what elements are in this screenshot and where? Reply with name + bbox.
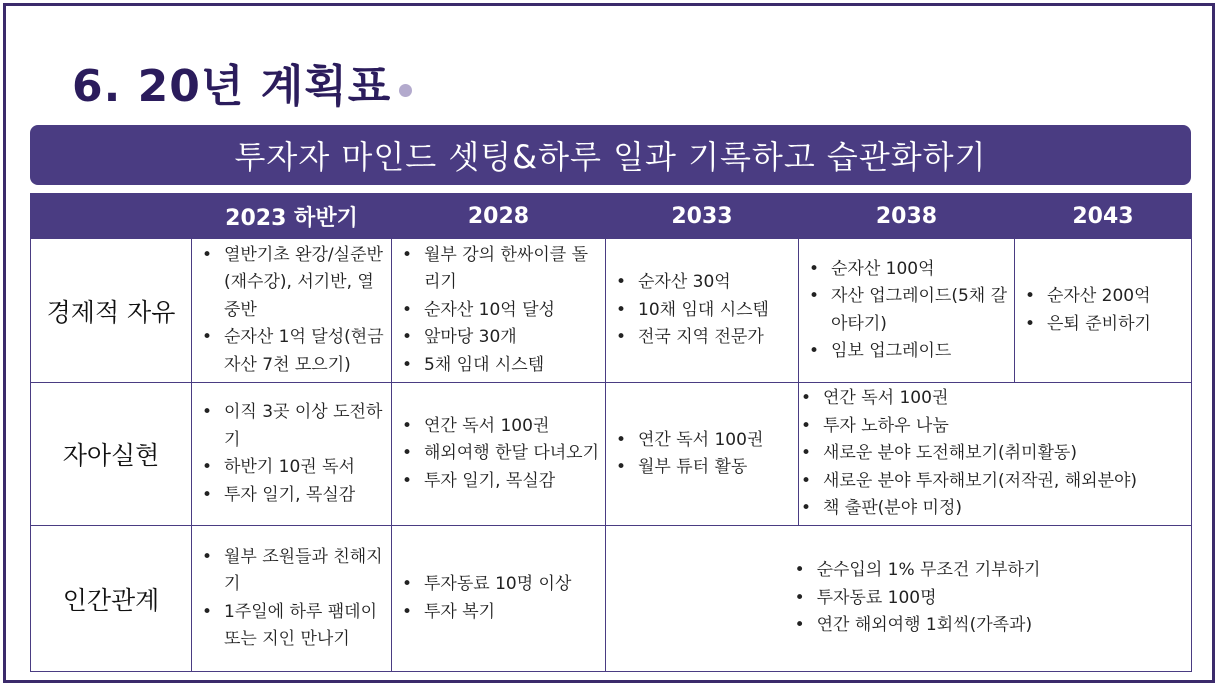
bullet-list [803,385,1187,523]
bullet-list [1019,283,1187,338]
bullet-list [396,413,601,496]
list-item: • 열반기초 완강/실준반(재수강), 서기반, 열중반 [224,242,387,325]
cell-2033 [606,383,799,526]
list-item: • 순자산 30억 [638,269,794,297]
table-row [31,383,1192,526]
page-title: 6. 20년 계획표 [72,61,392,112]
list-item: • 5채 임대 시스템 [424,352,601,380]
list-item: • 임보 업그레이드 [831,338,1010,366]
list-item: • 1주일에 하루 팸데이 또는 지인 만나기 [224,599,387,654]
bullet-list [196,544,387,654]
row-label: 경제적 자유 [31,239,192,383]
list-item: • 연간 독서 100권 [638,427,794,455]
list-item: • 월부 강의 한싸이클 돌리기 [424,242,601,297]
header-empty [31,194,192,239]
cell-2023 [192,526,392,672]
cell-2028 [392,526,606,672]
header-2028: 2028 [392,194,606,239]
plan-table [30,193,1192,672]
bullet-list [196,242,387,380]
list-item: • 순자산 200억 [1047,283,1187,311]
cell-2023 [192,239,392,383]
list-item: • 은퇴 준비하기 [1047,311,1187,339]
header-2033: 2033 [606,194,799,239]
list-item: • 10채 임대 시스템 [638,297,794,325]
bullet-list [757,557,1041,640]
list-item: • 새로운 분야 도전해보기(취미활동) [823,440,1187,468]
cell-2038-2043 [799,383,1192,526]
list-item: • 하반기 10권 독서 [224,454,387,482]
list-item: • 순자산 1억 달성(현금자산 7천 모으기) [224,324,387,379]
cell-2038 [799,239,1015,383]
bullet-list [803,256,1010,366]
header-2023: 2023 하반기 [192,194,392,239]
table-row [31,526,1192,672]
list-item: • 연간 해외여행 1회씩(가족과) [817,612,1041,640]
list-item: • 투자동료 10명 이상 [424,571,601,599]
header-row [31,194,1192,239]
bullet-list [396,242,601,380]
cell-2043 [1015,239,1192,383]
list-item: • 순자산 10억 달성 [424,297,601,325]
list-item: • 앞마당 30개 [424,324,601,352]
cell-2028 [392,383,606,526]
list-item: • 전국 지역 전문가 [638,324,794,352]
list-item: • 월부 조원들과 친해지기 [224,544,387,599]
cell-2023 [192,383,392,526]
bullet-list [396,571,601,626]
list-item: • 새로운 분야 투자해보기(저작권, 해외분야) [823,468,1187,496]
list-item: • 연간 독서 100권 [823,385,1187,413]
cell-2028 [392,239,606,383]
header-2043: 2043 [1015,194,1192,239]
cell-2033-2043 [606,526,1192,672]
row-label: 인간관계 [31,526,192,672]
list-item: • 투자 일기, 목실감 [424,468,601,496]
list-item: • 자산 업그레이드(5채 갈아타기) [831,283,1010,338]
list-item: • 연간 독서 100권 [424,413,601,441]
list-item: • 책 출판(분야 미정) [823,495,1187,523]
title-dot-decoration [399,84,412,97]
row-label: 자아실현 [31,383,192,526]
cell-2033 [606,239,799,383]
list-item: • 해외여행 한달 다녀오기 [424,440,601,468]
list-item: • 투자동료 100명 [817,585,1041,613]
list-item: • 투자 노하우 나눔 [823,413,1187,441]
list-item: • 투자 복기 [424,599,601,627]
bullet-list [610,427,794,482]
header-2038: 2038 [799,194,1015,239]
table-row [31,239,1192,383]
list-item: • 순수입의 1% 무조건 기부하기 [817,557,1041,585]
bullet-list [196,399,387,509]
theme-banner: 투자자 마인드 셋팅&하루 일과 기록하고 습관화하기 [30,125,1191,185]
list-item: • 이직 3곳 이상 도전하기 [224,399,387,454]
list-item: • 투자 일기, 목실감 [224,482,387,510]
list-item: • 월부 튜터 활동 [638,454,794,482]
list-item: • 순자산 100억 [831,256,1010,284]
bullet-list [610,269,794,352]
